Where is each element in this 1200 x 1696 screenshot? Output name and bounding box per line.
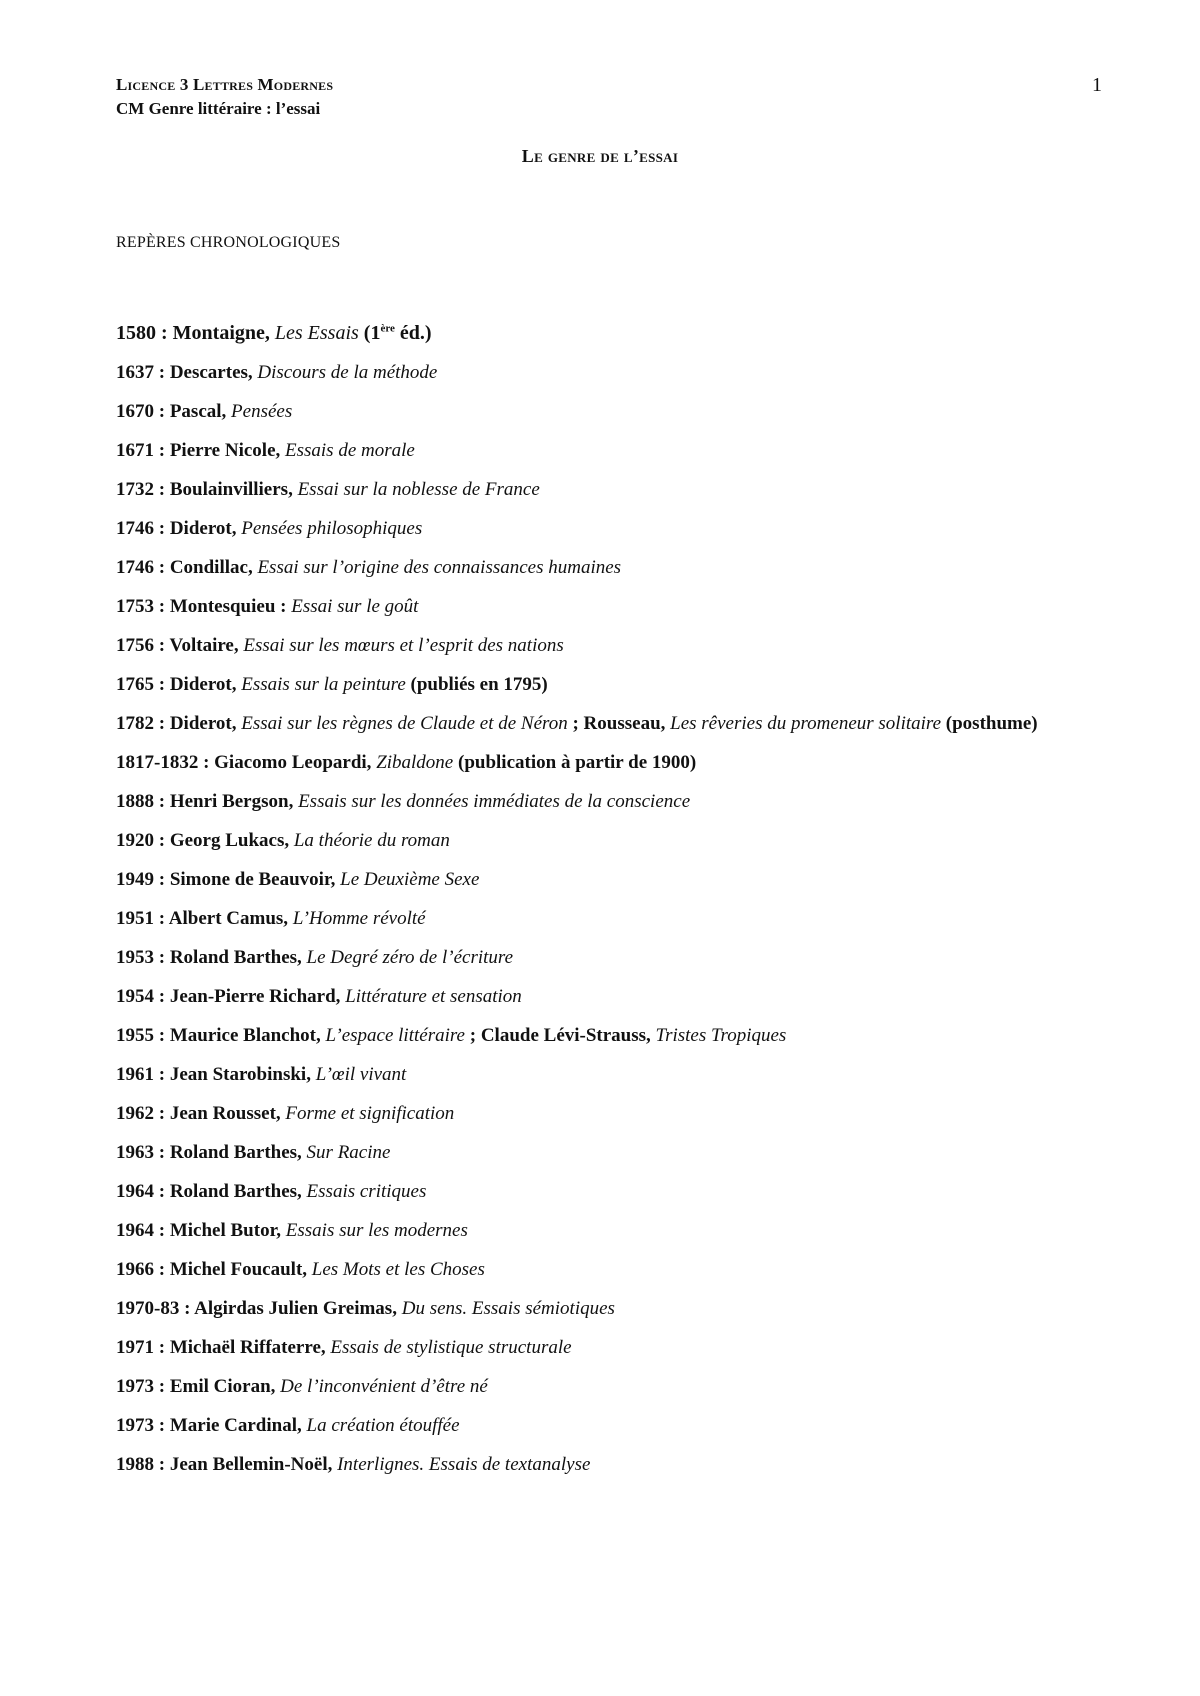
chronology-entry [116, 938, 1102, 977]
entry-work-title: Pensées philosophiques [241, 518, 423, 539]
chronology-list [116, 314, 1102, 1484]
document-title: Le genre de l’essai [521, 146, 679, 166]
entry-superscript: ère [380, 322, 395, 335]
entry-author: 1951 : Albert Camus, [116, 908, 293, 929]
entry-author: 1973 : Marie Cardinal, [116, 1415, 307, 1436]
chronology-entry [116, 1016, 1102, 1055]
chronology-entry [116, 509, 1102, 548]
entry-note: (publication à partir de 1900) [453, 752, 697, 773]
chronology-entry [116, 860, 1102, 899]
chronology-entry [116, 1172, 1102, 1211]
page-header [116, 73, 333, 121]
entry-work-title: Du sens. Essais sémiotiques [401, 1298, 615, 1319]
entry-author: 1970-83 : Algirdas Julien Greimas, [116, 1298, 402, 1319]
chronology-entry [116, 1406, 1102, 1445]
chronology-entry [116, 743, 1102, 782]
chronology-entry [116, 1445, 1102, 1484]
chronology-entry [116, 821, 1102, 860]
section-heading: REPÈRES CHRONOLOGIQUES [116, 234, 341, 251]
entry-work-title: Essais critiques [306, 1181, 427, 1202]
chronology-entry [116, 314, 1102, 353]
entry-author: 1782 : Diderot, [116, 713, 242, 734]
entry-work-title: La théorie du roman [293, 830, 450, 851]
entry-work-title: L’espace littéraire [325, 1025, 465, 1046]
chronology-entry [116, 1250, 1102, 1289]
entry-note: (1 [358, 322, 381, 344]
entry-work-title: Le Deuxième Sexe [340, 869, 480, 890]
chronology-entry [116, 782, 1102, 821]
entry-note: ; Claude Lévi-Strauss, [465, 1025, 656, 1046]
entry-author: 1753 : Montesquieu : [116, 596, 292, 617]
entry-author: 1966 : Michel Foucault, [116, 1259, 312, 1280]
entry-work-title: Essais sur les données immédiates de la conscience [298, 791, 691, 812]
entry-work-title: Tristes Tropiques [655, 1025, 787, 1046]
chronology-entry [116, 899, 1102, 938]
entry-work-title: Discours de la méthode [257, 362, 438, 383]
entry-author: 1988 : Jean Bellemin-Noël, [116, 1454, 338, 1475]
entry-author: 1961 : Jean Starobinski, [116, 1064, 316, 1085]
entry-author: 1746 : Diderot, [116, 518, 242, 539]
entry-work-title: De l’inconvénient d’être né [280, 1376, 488, 1397]
entry-author: 1964 : Michel Butor, [116, 1220, 286, 1241]
entry-work-title: Zibaldone [376, 752, 454, 773]
entry-author: 1971 : Michaël Riffaterre, [116, 1337, 331, 1358]
entry-note: ; Rousseau, [567, 713, 671, 734]
chronology-entry [116, 470, 1102, 509]
entry-author: 1963 : Roland Barthes, [116, 1142, 307, 1163]
entry-author: 1949 : Simone de Beauvoir, [116, 869, 341, 890]
entry-author: 1955 : Maurice Blanchot, [116, 1025, 326, 1046]
entry-author: 1964 : Roland Barthes, [116, 1181, 307, 1202]
entry-work-title: La création étouffée [306, 1415, 460, 1436]
entry-work-title: L’œil vivant [315, 1064, 407, 1085]
chronology-entry [116, 548, 1102, 587]
chronology-entry [116, 353, 1102, 392]
chronology-entry [116, 977, 1102, 1016]
chronology-entry [116, 1211, 1102, 1250]
entry-work-title: Essais sur les modernes [285, 1220, 468, 1241]
entry-author: 1732 : Boulainvilliers, [116, 479, 298, 500]
course-label: Licence 3 Lettres Modernes [116, 75, 334, 94]
entry-work-title: Essais sur la peinture [241, 674, 406, 695]
entry-work-title: Les Mots et les Choses [311, 1259, 485, 1280]
entry-work-title: Essai sur la noblesse de France [297, 479, 540, 500]
entry-author: 1670 : Pascal, [116, 401, 232, 422]
chronology-entry [116, 626, 1102, 665]
entry-author: 1962 : Jean Rousset, [116, 1103, 286, 1124]
entry-author: 1765 : Diderot, [116, 674, 242, 695]
entry-work-title: Essais de stylistique structurale [330, 1337, 572, 1358]
entry-work-title: Forme et signification [285, 1103, 455, 1124]
entry-author: 1920 : Georg Lukacs, [116, 830, 294, 851]
chronology-entry [116, 665, 1102, 704]
entry-note: (publiés en 1795) [405, 674, 548, 695]
chronology-entry [116, 392, 1102, 431]
entry-author: 1671 : Pierre Nicole, [116, 440, 285, 461]
entry-work-title: Essai sur les mœurs et l’esprit des nations [243, 635, 564, 656]
entry-author: 1817-1832 : Giacomo Leopardi, [116, 752, 377, 773]
entry-author: 1973 : Emil Cioran, [116, 1376, 281, 1397]
entry-note: (posthume) [941, 713, 1038, 734]
entry-work-title: Sur Racine [306, 1142, 391, 1163]
chronology-entry [116, 1055, 1102, 1094]
chronology-entry [116, 1289, 1102, 1328]
entry-work-title: Essais de morale [285, 440, 415, 461]
entry-note: éd.) [394, 322, 432, 344]
subject-label: CM Genre littéraire : l’essai [116, 99, 321, 118]
entry-work-title: Essai sur l’origine des connaissances humaines [257, 557, 622, 578]
entry-author: 1953 : Roland Barthes, [116, 947, 307, 968]
chronology-entry [116, 431, 1102, 470]
entry-work-title: Les rêveries du promeneur solitaire [670, 713, 942, 734]
chronology-entry [116, 704, 1102, 743]
entry-author: 1756 : Voltaire, [116, 635, 244, 656]
entry-author: 1637 : Descartes, [116, 362, 258, 383]
chronology-entry [116, 1367, 1102, 1406]
entry-author: 1746 : Condillac, [116, 557, 258, 578]
chronology-entry [116, 1328, 1102, 1367]
chronology-entry [116, 587, 1102, 626]
entry-work-title: L’Homme révolté [292, 908, 426, 929]
entry-work-title: Interlignes. Essais de textanalyse [337, 1454, 591, 1475]
chronology-entry [116, 1133, 1102, 1172]
entry-author: 1888 : Henri Bergson, [116, 791, 299, 812]
chronology-entry [116, 1094, 1102, 1133]
page-number: 1 [1092, 74, 1102, 96]
entry-author: 1954 : Jean-Pierre Richard, [116, 986, 346, 1007]
entry-work-title: Littérature et sensation [345, 986, 522, 1007]
entry-work-title: Essai sur les règnes de Claude et de Néron [241, 713, 568, 734]
entry-work-title: Le Degré zéro de l’écriture [306, 947, 514, 968]
entry-author: 1580 : Montaigne, [116, 322, 275, 344]
entry-work-title: Essai sur le goût [291, 596, 419, 617]
entry-work-title: Pensées [231, 401, 293, 422]
entry-work-title: Les Essais [274, 322, 359, 344]
